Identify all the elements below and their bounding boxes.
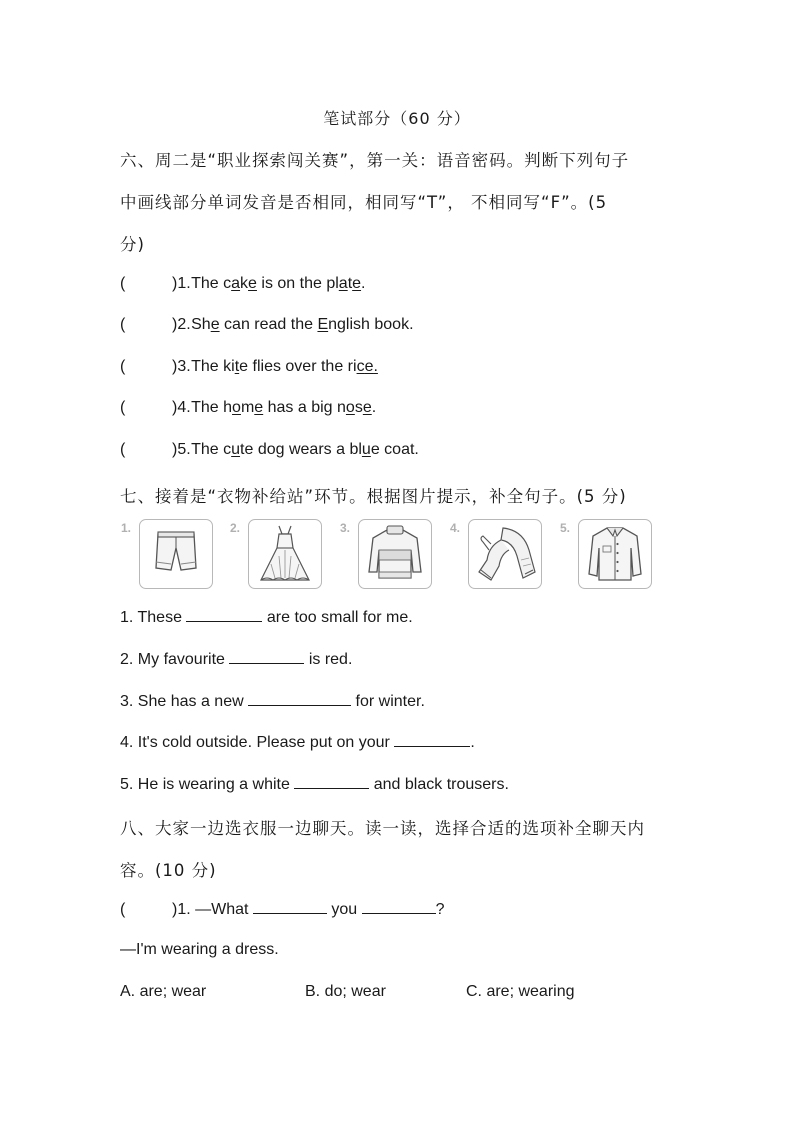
item-sentence: The cute dog wears a blue coat.	[191, 441, 419, 458]
scarf-icon	[468, 519, 542, 589]
answer-paren-close: )	[172, 399, 178, 416]
underlined-letter: e	[248, 275, 257, 292]
picture-number: 4.	[450, 521, 461, 535]
underlined-letter: e	[364, 358, 374, 375]
underlined-letter: o	[345, 399, 355, 416]
answer-paren-open[interactable]: (	[120, 316, 126, 333]
section7-heading: 七、接着是“衣物补给站”环节。根据图片提示，补全句子。(5 分)	[120, 487, 627, 506]
item-number: 4.	[177, 399, 191, 416]
underlined-letter: u	[361, 441, 371, 458]
answer-blank[interactable]	[394, 732, 470, 747]
answer-paren-close: )	[172, 316, 178, 333]
section6-item-1	[120, 275, 366, 293]
shorts-icon	[139, 519, 213, 589]
answer-paren-open[interactable]: (	[120, 399, 126, 416]
underlined-letter: t	[234, 358, 240, 375]
picture-number: 3.	[340, 521, 351, 535]
underlined-letter: e	[352, 275, 362, 292]
answer-blank[interactable]	[186, 607, 262, 622]
clothing-picture-row	[121, 519, 661, 591]
section7-sentence-1: 1. These are too small for me.	[120, 609, 413, 626]
section8-heading-line2: 容。(10 分)	[120, 861, 217, 880]
picture-number: 2.	[230, 521, 241, 535]
dress-icon	[248, 519, 322, 589]
underlined-letter: e	[254, 399, 264, 416]
item-number: 1.	[177, 275, 191, 292]
underlined-letter: c	[356, 358, 365, 375]
underlined-letter: a	[231, 275, 241, 292]
underlined-letter: e	[362, 399, 372, 416]
section8-heading-line1: 八、大家一边选衣服一边聊天。读一读，选择合适的选项补全聊天内	[120, 819, 645, 838]
answer-blank[interactable]	[229, 649, 304, 664]
answer-paren-close: )	[172, 441, 178, 458]
shirt-icon	[578, 519, 652, 589]
answer-paren-open[interactable]: (	[120, 275, 126, 292]
underlined-letter: .	[373, 358, 378, 375]
option-c[interactable]: C. are; wearing	[466, 983, 575, 1000]
section6-heading-line3: 分)	[120, 235, 145, 254]
section7-sentence-4: 4. It's cold outside. Please put on your .	[120, 734, 475, 751]
picture-number: 1.	[121, 521, 132, 535]
section6-item-3	[120, 358, 378, 376]
item-sentence: The home has a big nose.	[191, 399, 377, 416]
option-a[interactable]: A. are; wear	[120, 983, 207, 1000]
item-sentence: She can read the English book.	[191, 316, 414, 333]
underlined-letter: o	[232, 399, 241, 416]
answer-blank[interactable]	[248, 691, 351, 706]
answer-blank[interactable]	[253, 899, 327, 914]
section8-question-1-answer: —I'm wearing a dress.	[120, 941, 279, 958]
section6-item-4	[120, 399, 376, 417]
item-sentence: The kite flies over the rice.	[191, 358, 378, 375]
answer-blank[interactable]	[362, 899, 436, 914]
answer-paren-open[interactable]: (	[120, 358, 126, 375]
underlined-letter: a	[338, 275, 348, 292]
sweater-icon	[358, 519, 432, 589]
section7-sentence-5: 5. He is wearing a white and black trousers.	[120, 776, 509, 793]
section7-sentence-3: 3. She has a new for winter.	[120, 693, 425, 710]
answer-paren-open[interactable]: (	[120, 441, 126, 458]
page-title: 笔试部分（60 分）	[323, 109, 471, 128]
picture-number: 5.	[560, 521, 571, 535]
section6-item-5	[120, 441, 419, 459]
answer-blank[interactable]	[294, 774, 369, 789]
item-sentence: The cake is on the plate.	[191, 275, 366, 292]
underlined-letter: E	[317, 316, 329, 333]
option-b[interactable]: B. do; wear	[305, 983, 386, 1000]
section6-item-2	[120, 316, 414, 334]
section6-heading-line2: 中画线部分单词发音是否相同，相同写“T”， 不相同写“F”。(5	[120, 193, 608, 212]
section7-sentence-2: 2. My favourite is red.	[120, 651, 353, 668]
section6-heading-line1: 六、周二是“职业探索闯关赛”，第一关：语音密码。判断下列句子	[120, 151, 630, 170]
underlined-letter: e	[210, 316, 220, 333]
item-number: 5.	[177, 441, 191, 458]
answer-paren-open[interactable]: (	[120, 901, 126, 918]
answer-paren-close: )	[172, 275, 178, 292]
underlined-letter: u	[231, 441, 241, 458]
item-number: 3.	[177, 358, 191, 375]
answer-paren-close: )	[172, 358, 178, 375]
item-number: 2.	[177, 316, 191, 333]
section8-question-1: ( )1. —What you ?	[120, 901, 445, 918]
